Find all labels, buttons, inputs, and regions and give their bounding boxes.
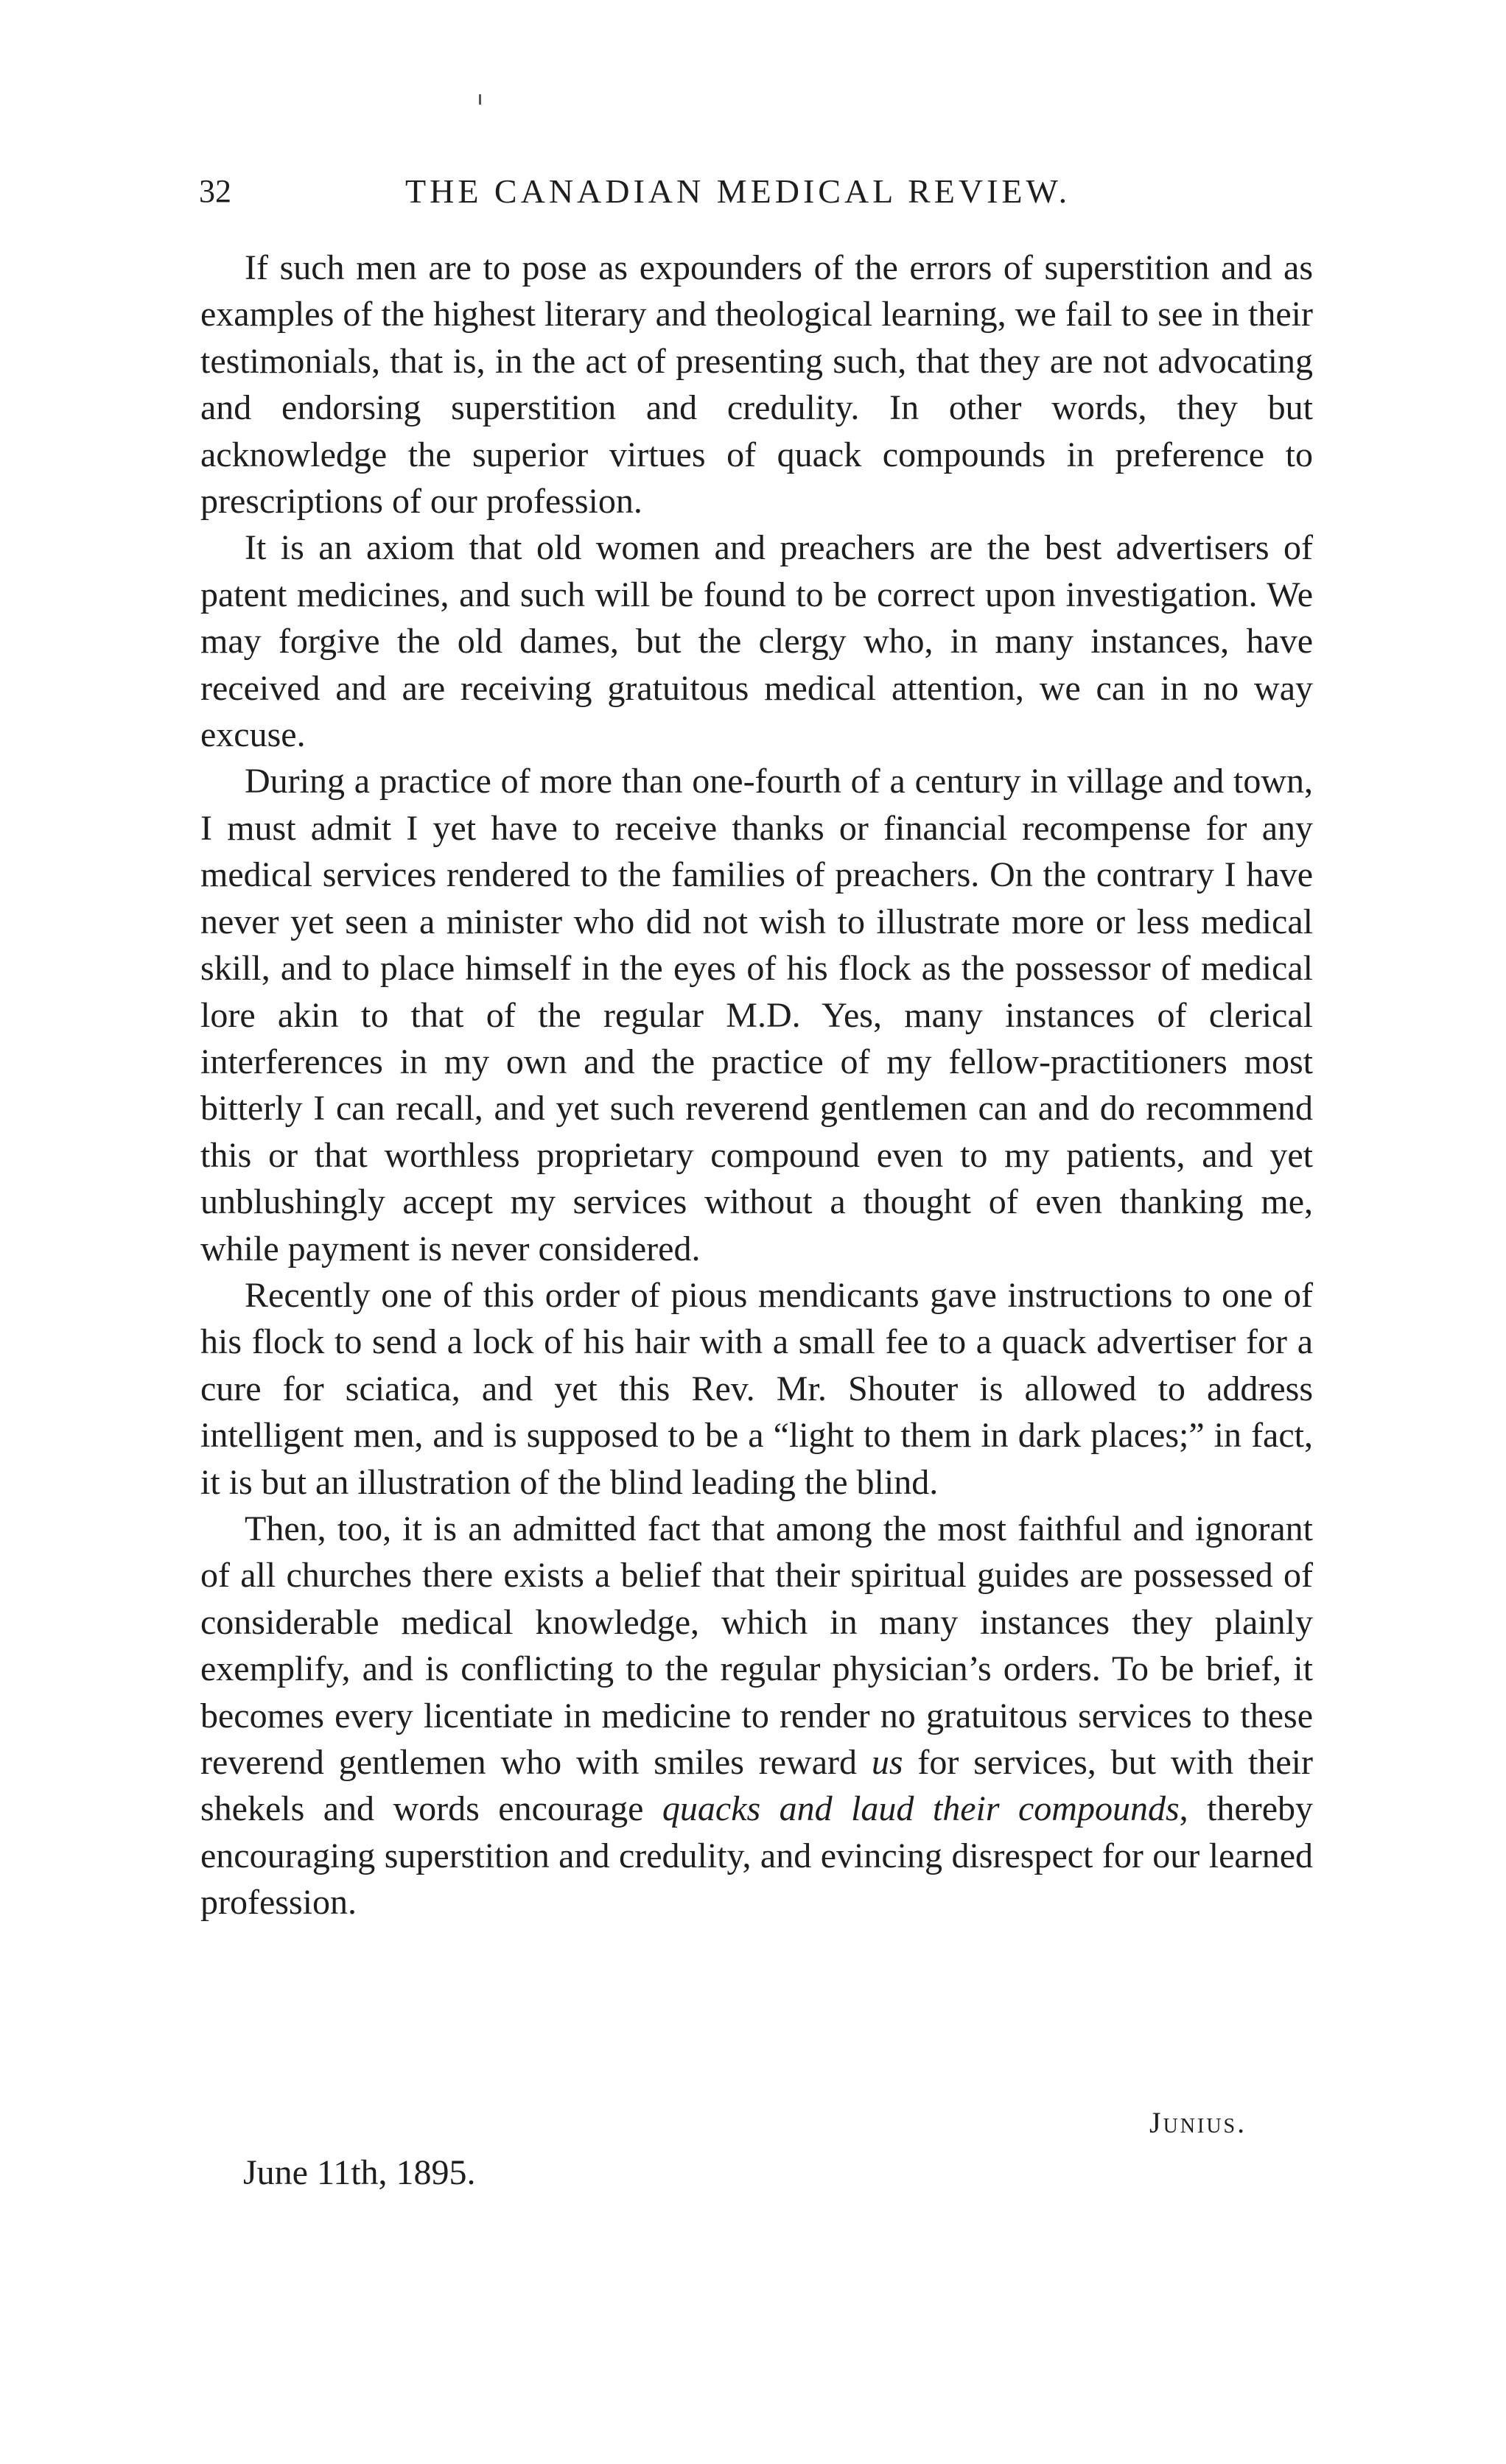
- paragraph-5-text-b: for services, but with their shekels and words encourage: [200, 1743, 1313, 1829]
- paragraph-4: Recently one of this order of pious mendicants gave instructions to one of his flock to send a lock of his hair with a small fee to a quack advertiser for a cure for sciatica, and yet this Rev. Mr. Shouter is allowed to address intelligent men, and is supposed to be a “light to them in dark places;” in fact, it is but an illustration of the blind leading the blind.: [200, 1275, 1313, 1502]
- author-signature: Junius.: [1149, 2106, 1247, 2139]
- dateline: June 11th, 1895.: [243, 2153, 476, 2192]
- paragraph-3: During a practice of more than one-fourth of a century in village and town, I must admit I yet have to receive thanks or financial recompense for any medical services rendered to the families of preachers. On the contrary I have never yet seen a minister who did not wish to illustrate more or less medical skill, and to place himself in the eyes of his flock as the possessor of medical lore akin to that of the regular M.D. Yes, many instances of clerical interferences in my own and the practice of my fellow-practitioners most bitterly I can recall, and yet such reverend gentlemen can and do recommend this or that worthless proprietary compound even to my patients, and yet unblushingly accept my services without a thought of even thanking me, while payment is never considered.: [200, 762, 1313, 1268]
- article-body: [200, 245, 1313, 1926]
- paragraph-5-text-a: Then, too, it is an admitted fact that among the most faithful and ignorant of all churches there exists a belief that their spiritual guides are possessed of considerable medical knowledge, which in many instances they plainly exemplify, and is conflicting to the regular physician’s orders. To be brief, it becomes every licentiate in medicine to render no gratuitous services to these reverend gentlemen who with smiles reward: [200, 1509, 1313, 1782]
- paragraph-5-italic-us: us: [871, 1743, 903, 1782]
- paragraph-2: It is an axiom that old women and preachers are the best advertisers of patent medicines, and such will be found to be correct upon investigation. We may forgive the old dames, but the clergy who, in many instances, have received and are receiving gratuitous medical attention, we can in no way excuse.: [200, 528, 1313, 755]
- paragraph-5-italic-quacks: quacks and laud their compounds: [662, 1789, 1180, 1829]
- paragraph-5: [200, 1506, 1313, 1926]
- page-number: 32: [199, 173, 231, 209]
- paragraph-5-text-c: , thereby encouraging superstition and credulity, and evincing disrespect for our learned profession.: [200, 1789, 1313, 1923]
- running-head: THE CANADIAN MEDICAL REVIEW.: [405, 172, 1071, 210]
- page-header: [199, 168, 1304, 215]
- paragraph-1: If such men are to pose as expounders of the errors of superstition and as examples of the highest literary and theological learning, we fail to see in their testimonials, that is, in the act of presenting such, that they are not advocating and endorsing superstition and credulity. In other words, they but acknowledge the superior virtues of quack compounds in preference to prescriptions of our profession.: [200, 248, 1313, 522]
- print-mark: [479, 94, 481, 105]
